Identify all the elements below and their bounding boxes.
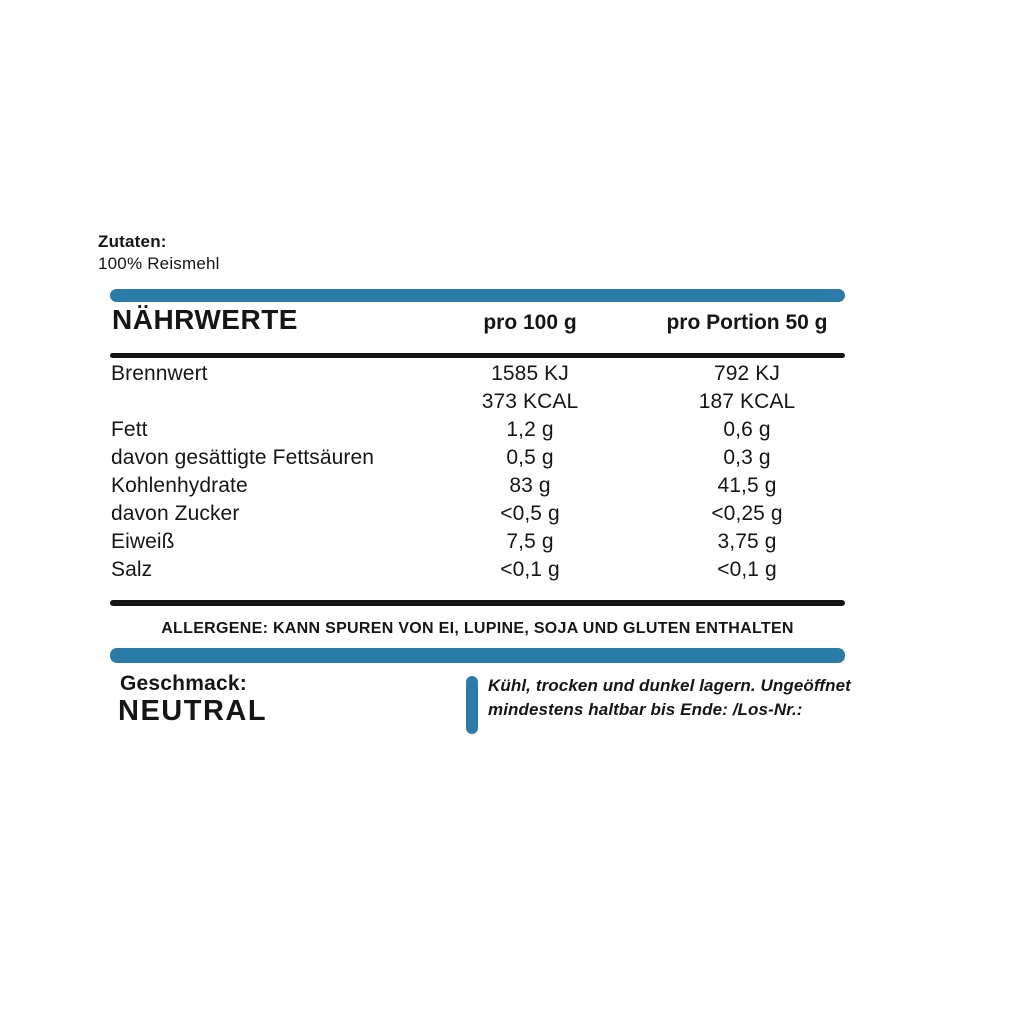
divider-top: [110, 353, 845, 358]
table-row: [110, 500, 855, 528]
value-per-portion: 41,5 g: [717, 474, 777, 497]
value-per-portion: 792 KJ: [714, 362, 780, 385]
ingredients-heading: Zutaten:: [98, 232, 167, 251]
value-per-portion: <0,25 g: [711, 502, 783, 525]
storage-line-2: mindestens haltbar bis Ende: /Los-Nr.:: [488, 700, 803, 719]
table-row: [110, 416, 855, 444]
storage-line-1: Kühl, trocken und dunkel lagern. Ungeöffnet: [488, 676, 851, 695]
nutrient-label: Fett: [111, 418, 148, 441]
flavor-heading: Geschmack:: [120, 672, 247, 695]
table-row: [110, 528, 855, 556]
value-per-portion: 187 KCAL: [698, 390, 796, 413]
nutrient-label: Eiweiß: [111, 530, 175, 553]
accent-bar-bottom: [110, 648, 845, 663]
ingredients-block: [98, 231, 220, 275]
column-header-per-100g: pro 100 g: [483, 311, 577, 334]
nutrient-label: Brennwert: [111, 362, 208, 385]
value-per-100g: 7,5 g: [506, 530, 554, 553]
accent-bar-top: [110, 289, 845, 302]
value-per-100g: 1,2 g: [506, 418, 554, 441]
nutrient-label: davon Zucker: [111, 502, 240, 525]
table-row: [110, 444, 855, 472]
value-per-portion: 3,75 g: [717, 530, 777, 553]
value-per-100g: 1585 KJ: [491, 362, 569, 385]
table-row: [110, 556, 855, 584]
nutrition-table-title: NÄHRWERTE: [112, 304, 298, 335]
value-per-100g: 83 g: [509, 474, 551, 497]
ingredients-value: 100% Reismehl: [98, 254, 220, 273]
nutrient-label: Salz: [111, 558, 153, 581]
nutrition-table-body: [110, 360, 855, 584]
table-row: [110, 360, 855, 388]
storage-note: [488, 674, 853, 722]
value-per-100g: 373 KCAL: [481, 390, 579, 413]
value-per-100g: <0,5 g: [500, 502, 560, 525]
divider-bottom: [110, 600, 845, 606]
value-per-portion: 0,3 g: [723, 446, 771, 469]
table-row: [110, 388, 855, 416]
flavor-value: NEUTRAL: [118, 695, 268, 727]
nutrient-label: Kohlenhydrate: [111, 474, 248, 497]
allergen-notice: ALLERGENE: KANN SPUREN VON EI, LUPINE, SOJA UND GLUTEN ENTHALTEN: [161, 620, 794, 637]
value-per-portion: 0,6 g: [723, 418, 771, 441]
value-per-portion: <0,1 g: [717, 558, 777, 581]
column-header-per-portion: pro Portion 50 g: [666, 311, 828, 334]
accent-bar-vertical: [466, 676, 478, 734]
table-row: [110, 472, 855, 500]
value-per-100g: 0,5 g: [506, 446, 554, 469]
nutrient-label: davon gesättigte Fettsäuren: [111, 446, 375, 469]
value-per-100g: <0,1 g: [500, 558, 560, 581]
